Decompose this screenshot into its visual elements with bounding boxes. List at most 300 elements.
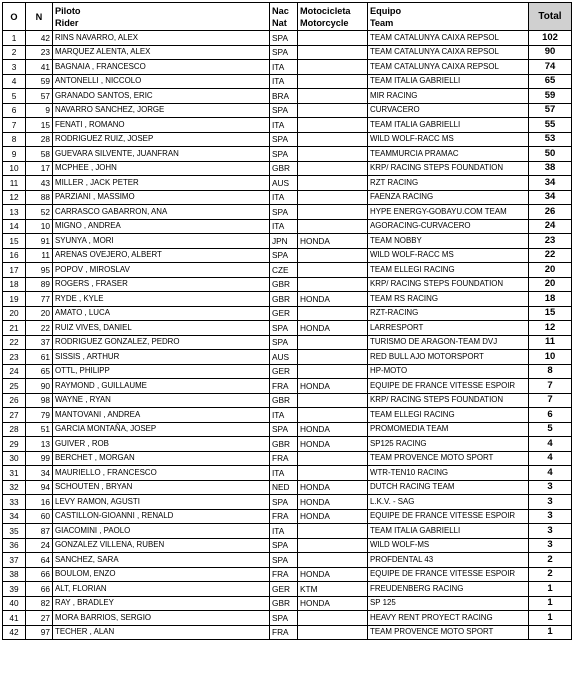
number-cell: 41	[26, 60, 53, 75]
rider-cell: BOULOM, ENZO	[53, 567, 270, 582]
nationality-cell: SPA	[270, 611, 298, 626]
total-cell: 11	[529, 335, 572, 350]
total-cell: 8	[529, 364, 572, 379]
position-cell: 1	[3, 31, 26, 46]
position-cell: 24	[3, 364, 26, 379]
team-cell: TEAM CATALUNYA CAIXA REPSOL	[368, 45, 529, 60]
position-cell: 3	[3, 60, 26, 75]
total-cell: 7	[529, 393, 572, 408]
total-cell: 3	[529, 495, 572, 510]
team-cell: TEAM ITALIA GABRIELLI	[368, 118, 529, 133]
motorcycle-cell	[298, 408, 368, 423]
nationality-cell: AUS	[270, 176, 298, 191]
total-cell: 23	[529, 234, 572, 249]
position-cell: 10	[3, 161, 26, 176]
rider-cell: LEVY RAMON, AGUSTI	[53, 495, 270, 510]
nationality-cell: BRA	[270, 89, 298, 104]
total-cell: 53	[529, 132, 572, 147]
rider-cell: NAVARRO SANCHEZ, JORGE	[53, 103, 270, 118]
nationality-cell: GBR	[270, 292, 298, 307]
rider-cell: RINS NAVARRO, ALEX	[53, 31, 270, 46]
team-cell: AGORACING-CURVACERO	[368, 219, 529, 234]
team-cell: TEAM ITALIA GABRIELLI	[368, 74, 529, 89]
table-row	[3, 451, 572, 466]
total-cell: 20	[529, 277, 572, 292]
team-cell: TEAM PROVENCE MOTO SPORT	[368, 451, 529, 466]
table-row	[3, 45, 572, 60]
table-row	[3, 437, 572, 452]
position-cell: 12	[3, 190, 26, 205]
total-cell: 3	[529, 538, 572, 553]
table-row	[3, 509, 572, 524]
total-cell: 2	[529, 553, 572, 568]
table-row	[3, 263, 572, 278]
team-cell: TURISMO DE ARAGON-TEAM DVJ	[368, 335, 529, 350]
motorcycle-cell	[298, 524, 368, 539]
motorcycle-cell: HONDA	[298, 422, 368, 437]
total-cell: 18	[529, 292, 572, 307]
rider-cell: RAY , BRADLEY	[53, 596, 270, 611]
total-cell: 57	[529, 103, 572, 118]
table-row	[3, 306, 572, 321]
team-cell: TEAM CATALUNYA CAIXA REPSOL	[368, 31, 529, 46]
total-cell: 7	[529, 379, 572, 394]
number-cell: 22	[26, 321, 53, 336]
number-cell: 64	[26, 553, 53, 568]
nationality-cell: SPA	[270, 205, 298, 220]
motorcycle-cell	[298, 132, 368, 147]
position-cell: 33	[3, 495, 26, 510]
number-cell: 98	[26, 393, 53, 408]
rider-cell: MILLER , JACK PETER	[53, 176, 270, 191]
number-cell: 34	[26, 466, 53, 481]
total-cell: 24	[529, 219, 572, 234]
rider-cell: MARQUEZ ALENTA, ALEX	[53, 45, 270, 60]
position-cell: 30	[3, 451, 26, 466]
position-cell: 4	[3, 74, 26, 89]
motorcycle-cell	[298, 306, 368, 321]
rider-cell: GARCIA MONTAÑA, JOSEP	[53, 422, 270, 437]
table-row	[3, 408, 572, 423]
motorcycle-cell	[298, 466, 368, 481]
number-cell: 77	[26, 292, 53, 307]
table-row	[3, 321, 572, 336]
number-cell: 65	[26, 364, 53, 379]
team-cell: RZT-RACING	[368, 306, 529, 321]
team-cell: KRP/ RACING STEPS FOUNDATION	[368, 393, 529, 408]
motorcycle-cell: HONDA	[298, 437, 368, 452]
motorcycle-cell	[298, 118, 368, 133]
table-row	[3, 582, 572, 597]
nationality-cell: SPA	[270, 321, 298, 336]
total-cell: 34	[529, 176, 572, 191]
total-cell: 5	[529, 422, 572, 437]
rider-cell: RODRIGUEZ GONZALEZ, PEDRO	[53, 335, 270, 350]
nationality-cell: FRA	[270, 379, 298, 394]
team-cell: MIR RACING	[368, 89, 529, 104]
table-row	[3, 393, 572, 408]
rider-cell: GIACOMINI , PAOLO	[53, 524, 270, 539]
rider-cell: POPOV , MIROSLAV	[53, 263, 270, 278]
motorcycle-cell	[298, 176, 368, 191]
number-cell: 20	[26, 306, 53, 321]
rider-cell: RAYMOND , GUILLAUME	[53, 379, 270, 394]
number-cell: 10	[26, 219, 53, 234]
nationality-cell: SPA	[270, 495, 298, 510]
number-cell: 61	[26, 350, 53, 365]
rider-cell: ROGERS , FRASER	[53, 277, 270, 292]
motorcycle-cell: HONDA	[298, 292, 368, 307]
team-cell: PROMOMEDIA TEAM	[368, 422, 529, 437]
header-total: Total	[529, 3, 572, 31]
team-cell: DUTCH RACING TEAM	[368, 480, 529, 495]
total-cell: 90	[529, 45, 572, 60]
total-cell: 1	[529, 582, 572, 597]
position-cell: 40	[3, 596, 26, 611]
total-cell: 3	[529, 480, 572, 495]
number-cell: 24	[26, 538, 53, 553]
position-cell: 17	[3, 263, 26, 278]
number-cell: 66	[26, 567, 53, 582]
team-cell: FAENZA RACING	[368, 190, 529, 205]
position-cell: 28	[3, 422, 26, 437]
team-cell: TEAMMURCIA PRAMAC	[368, 147, 529, 162]
table-row	[3, 364, 572, 379]
rider-cell: AMATO , LUCA	[53, 306, 270, 321]
nationality-cell: SPA	[270, 422, 298, 437]
rider-cell: GUEVARA SILVENTE, JUANFRAN	[53, 147, 270, 162]
team-cell: TEAM ELLEGI RACING	[368, 263, 529, 278]
position-cell: 8	[3, 132, 26, 147]
rider-cell: MANTOVANI , ANDREA	[53, 408, 270, 423]
standings-body	[3, 31, 572, 640]
total-cell: 50	[529, 147, 572, 162]
number-cell: 9	[26, 103, 53, 118]
header-row	[3, 3, 572, 31]
number-cell: 27	[26, 611, 53, 626]
position-cell: 31	[3, 466, 26, 481]
nationality-cell: ITA	[270, 408, 298, 423]
team-cell: LARRESPORT	[368, 321, 529, 336]
header-motorcycle-label: Motorcycle	[300, 17, 349, 28]
header-nac-label: Nac	[272, 5, 289, 16]
number-cell: 88	[26, 190, 53, 205]
motorcycle-cell: HONDA	[298, 321, 368, 336]
nationality-cell: CZE	[270, 263, 298, 278]
team-cell: HP-MOTO	[368, 364, 529, 379]
motorcycle-cell	[298, 60, 368, 75]
table-row	[3, 480, 572, 495]
position-cell: 5	[3, 89, 26, 104]
rider-cell: BAGNAIA , FRANCESCO	[53, 60, 270, 75]
motorcycle-cell	[298, 263, 368, 278]
position-cell: 2	[3, 45, 26, 60]
nationality-cell: FRA	[270, 625, 298, 640]
rider-cell: GONZALEZ VILLENA, RUBEN	[53, 538, 270, 553]
table-row	[3, 89, 572, 104]
rider-cell: MIGNO , ANDREA	[53, 219, 270, 234]
rider-cell: RYDE , KYLE	[53, 292, 270, 307]
header-rider-label: Rider	[55, 17, 79, 28]
nationality-cell: GER	[270, 582, 298, 597]
nationality-cell: SPA	[270, 45, 298, 60]
number-cell: 60	[26, 509, 53, 524]
position-cell: 19	[3, 292, 26, 307]
motorcycle-cell	[298, 45, 368, 60]
motorcycle-cell: HONDA	[298, 596, 368, 611]
team-cell: WILD WOLF-RACC MS	[368, 132, 529, 147]
table-row	[3, 147, 572, 162]
position-cell: 13	[3, 205, 26, 220]
table-row	[3, 611, 572, 626]
total-cell: 55	[529, 118, 572, 133]
motorcycle-cell	[298, 611, 368, 626]
total-cell: 4	[529, 437, 572, 452]
position-cell: 9	[3, 147, 26, 162]
table-row	[3, 524, 572, 539]
total-cell: 4	[529, 466, 572, 481]
position-cell: 11	[3, 176, 26, 191]
table-row	[3, 538, 572, 553]
motorcycle-cell	[298, 538, 368, 553]
rider-cell: ANTONELLI , NICCOLO	[53, 74, 270, 89]
header-motorcycle	[298, 3, 368, 31]
team-cell: EQUIPE DE FRANCE VITESSE ESPOIR	[368, 567, 529, 582]
team-cell: FREUDENBERG RACING	[368, 582, 529, 597]
number-cell: 97	[26, 625, 53, 640]
table-row	[3, 379, 572, 394]
rider-cell: RUIZ VIVES, DANIEL	[53, 321, 270, 336]
nationality-cell: GER	[270, 306, 298, 321]
total-cell: 1	[529, 596, 572, 611]
total-cell: 3	[529, 509, 572, 524]
motorcycle-cell: HONDA	[298, 567, 368, 582]
header-nat-label: Nat	[272, 17, 287, 28]
header-equipo-label: Equipo	[370, 5, 402, 16]
number-cell: 11	[26, 248, 53, 263]
position-cell: 21	[3, 321, 26, 336]
table-row	[3, 292, 572, 307]
rider-cell: RODRIGUEZ RUIZ, JOSEP	[53, 132, 270, 147]
table-row	[3, 74, 572, 89]
nationality-cell: SPA	[270, 132, 298, 147]
position-cell: 41	[3, 611, 26, 626]
team-cell: SP125 RACING	[368, 437, 529, 452]
total-cell: 3	[529, 524, 572, 539]
position-cell: 20	[3, 306, 26, 321]
nationality-cell: ITA	[270, 118, 298, 133]
motorcycle-cell	[298, 277, 368, 292]
standings-table	[2, 2, 572, 640]
rider-cell: TECHER , ALAN	[53, 625, 270, 640]
number-cell: 82	[26, 596, 53, 611]
total-cell: 10	[529, 350, 572, 365]
position-cell: 42	[3, 625, 26, 640]
nationality-cell: GBR	[270, 596, 298, 611]
rider-cell: FENATI , ROMANO	[53, 118, 270, 133]
position-cell: 16	[3, 248, 26, 263]
rider-cell: GUIVER , ROB	[53, 437, 270, 452]
position-cell: 27	[3, 408, 26, 423]
nationality-cell: NED	[270, 480, 298, 495]
team-cell: TEAM NOBBY	[368, 234, 529, 249]
rider-cell: WAYNE , RYAN	[53, 393, 270, 408]
table-row	[3, 277, 572, 292]
total-cell: 34	[529, 190, 572, 205]
nationality-cell: JPN	[270, 234, 298, 249]
table-row	[3, 60, 572, 75]
table-row	[3, 132, 572, 147]
table-row	[3, 219, 572, 234]
rider-cell: SISSIS , ARTHUR	[53, 350, 270, 365]
number-cell: 15	[26, 118, 53, 133]
number-cell: 57	[26, 89, 53, 104]
position-cell: 18	[3, 277, 26, 292]
table-row	[3, 103, 572, 118]
team-cell: TEAM ELLEGI RACING	[368, 408, 529, 423]
total-cell: 26	[529, 205, 572, 220]
nationality-cell: FRA	[270, 451, 298, 466]
number-cell: 37	[26, 335, 53, 350]
nationality-cell: SPA	[270, 147, 298, 162]
nationality-cell: SPA	[270, 538, 298, 553]
total-cell: 2	[529, 567, 572, 582]
number-cell: 42	[26, 31, 53, 46]
total-cell: 15	[529, 306, 572, 321]
total-cell: 22	[529, 248, 572, 263]
number-cell: 90	[26, 379, 53, 394]
number-cell: 95	[26, 263, 53, 278]
nationality-cell: GER	[270, 364, 298, 379]
rider-cell: SANCHEZ, SARA	[53, 553, 270, 568]
table-row	[3, 248, 572, 263]
position-cell: 38	[3, 567, 26, 582]
table-row	[3, 190, 572, 205]
table-row	[3, 335, 572, 350]
nationality-cell: FRA	[270, 509, 298, 524]
team-cell: WILD WOLF-MS	[368, 538, 529, 553]
position-cell: 15	[3, 234, 26, 249]
motorcycle-cell	[298, 31, 368, 46]
position-cell: 23	[3, 350, 26, 365]
motorcycle-cell	[298, 335, 368, 350]
table-row	[3, 625, 572, 640]
header-team-label: Team	[370, 17, 394, 28]
motorcycle-cell	[298, 190, 368, 205]
motorcycle-cell	[298, 625, 368, 640]
number-cell: 87	[26, 524, 53, 539]
nationality-cell: SPA	[270, 553, 298, 568]
number-cell: 79	[26, 408, 53, 423]
team-cell: HYPE ENERGY-GOBAYU.COM TEAM	[368, 205, 529, 220]
table-row	[3, 31, 572, 46]
number-cell: 99	[26, 451, 53, 466]
total-cell: 59	[529, 89, 572, 104]
position-cell: 7	[3, 118, 26, 133]
table-row	[3, 466, 572, 481]
rider-cell: SYUNYA , MORI	[53, 234, 270, 249]
table-row	[3, 234, 572, 249]
nationality-cell: SPA	[270, 31, 298, 46]
table-row	[3, 596, 572, 611]
total-cell: 12	[529, 321, 572, 336]
motorcycle-cell	[298, 103, 368, 118]
team-cell: TEAM CATALUNYA CAIXA REPSOL	[368, 60, 529, 75]
nationality-cell: SPA	[270, 248, 298, 263]
number-cell: 91	[26, 234, 53, 249]
table-row	[3, 553, 572, 568]
motorcycle-cell: KTM	[298, 582, 368, 597]
number-cell: 43	[26, 176, 53, 191]
team-cell: RED BULL AJO MOTORSPORT	[368, 350, 529, 365]
table-row	[3, 161, 572, 176]
table-row	[3, 118, 572, 133]
rider-cell: MORA BARRIOS, SERGIO	[53, 611, 270, 626]
nationality-cell: GBR	[270, 393, 298, 408]
table-row	[3, 567, 572, 582]
number-cell: 51	[26, 422, 53, 437]
team-cell: TEAM ITALIA GABRIELLI	[368, 524, 529, 539]
nationality-cell: ITA	[270, 466, 298, 481]
number-cell: 28	[26, 132, 53, 147]
nationality-cell: SPA	[270, 103, 298, 118]
number-cell: 16	[26, 495, 53, 510]
total-cell: 4	[529, 451, 572, 466]
rider-cell: ARENAS OVEJERO, ALBERT	[53, 248, 270, 263]
rider-cell: OTTL, PHILIPP	[53, 364, 270, 379]
motorcycle-cell	[298, 350, 368, 365]
number-cell: 17	[26, 161, 53, 176]
nationality-cell: GBR	[270, 437, 298, 452]
table-row	[3, 422, 572, 437]
total-cell: 74	[529, 60, 572, 75]
motorcycle-cell: HONDA	[298, 379, 368, 394]
rider-cell: CARRASCO GABARRON, ANA	[53, 205, 270, 220]
nationality-cell: ITA	[270, 74, 298, 89]
header-position: O	[3, 3, 26, 31]
team-cell: KRP/ RACING STEPS FOUNDATION	[368, 277, 529, 292]
motorcycle-cell	[298, 161, 368, 176]
total-cell: 1	[529, 611, 572, 626]
number-cell: 89	[26, 277, 53, 292]
team-cell: EQUIPE DE FRANCE VITESSE ESPOIR	[368, 379, 529, 394]
position-cell: 32	[3, 480, 26, 495]
motorcycle-cell	[298, 248, 368, 263]
position-cell: 34	[3, 509, 26, 524]
number-cell: 23	[26, 45, 53, 60]
motorcycle-cell	[298, 364, 368, 379]
motorcycle-cell	[298, 205, 368, 220]
position-cell: 29	[3, 437, 26, 452]
team-cell: WTR-TEN10 RACING	[368, 466, 529, 481]
motorcycle-cell	[298, 393, 368, 408]
number-cell: 13	[26, 437, 53, 452]
rider-cell: PARZIANI , MASSIMO	[53, 190, 270, 205]
table-row	[3, 350, 572, 365]
position-cell: 39	[3, 582, 26, 597]
total-cell: 1	[529, 625, 572, 640]
position-cell: 6	[3, 103, 26, 118]
header-nationality	[270, 3, 298, 31]
team-cell: EQUIPE DE FRANCE VITESSE ESPOIR	[368, 509, 529, 524]
motorcycle-cell	[298, 74, 368, 89]
position-cell: 14	[3, 219, 26, 234]
rider-cell: SCHOUTEN , BRYAN	[53, 480, 270, 495]
number-cell: 94	[26, 480, 53, 495]
total-cell: 65	[529, 74, 572, 89]
motorcycle-cell	[298, 553, 368, 568]
rider-cell: MAURIELLO , FRANCESCO	[53, 466, 270, 481]
